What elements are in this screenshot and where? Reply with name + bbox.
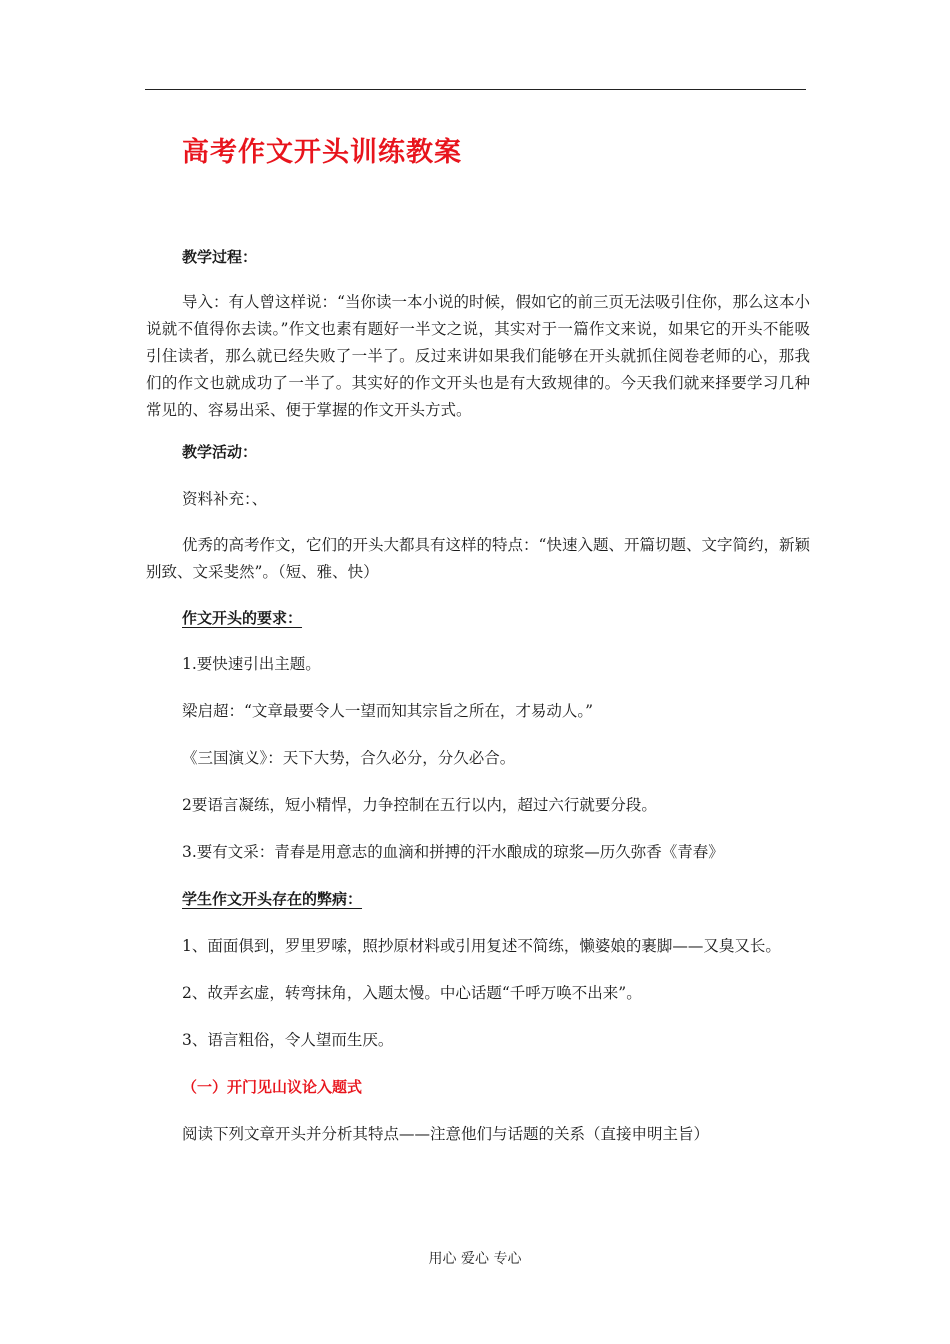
intro-paragraph-text: 导入：有人曾这样说：“当你读一本小说的时候，假如它的前三页无法吸引住你，那么这本小说就不值得你去读。”作文也素有题好一半文之说，其实对于一篇作文来说，如果它的开头不能吸引住读者，那么就已经失败了一半了。反过来讲如果我们能够在开头就抓住阅卷老师的心，那我们的作文也就成功了一半了。其实好的作文开头也是有大致规律的。今天我们就来择要学习几种常见的、容易出采、便于掌握的作文开头方式。 [146, 293, 810, 419]
page-footer: 用心 爱心 专心 [428, 1251, 522, 1267]
document-title: 高考作文开头训练教案 [182, 137, 462, 168]
requirement-item: 1.要快速引出主题。 [182, 655, 321, 673]
requirement-item: 《三国演义》：天下大势，合久必分，分久必合。 [182, 749, 516, 767]
section-heading-process: 教学过程： [182, 248, 258, 266]
problem-item: 1、面面俱到，罗里罗嗦，照抄原材料或引用复述不简练，懒婆娘的裹脚——又臭又长。 [182, 937, 781, 955]
features-paragraph [146, 532, 810, 586]
method-instruction: 阅读下列文章开头并分析其特点——注意他们与话题的关系（直接申明主旨） [182, 1125, 710, 1143]
features-paragraph-text: 优秀的高考作文，它们的开头大都具有这样的特点：“快速入题、开篇切题、文字简约，新颖别致、文采斐然”。（短、雅、快） [146, 536, 810, 581]
problem-item: 2、故弄玄虚，转弯抹角，入题太慢。中心话题“千呼万唤不出来”。 [182, 984, 642, 1002]
section-heading-activity: 教学活动： [182, 443, 258, 461]
problems-heading: 学生作文开头存在的弊病： [182, 890, 363, 908]
intro-paragraph [146, 289, 810, 424]
requirements-heading: 作文开头的要求： [182, 609, 303, 627]
requirement-item: 梁启超：“文章最要令人一望而知其宗旨之所在，才易动人。” [182, 702, 594, 720]
problem-item: 3、语言粗俗，令人望而生厌。 [182, 1031, 394, 1049]
method-heading: （一）开门见山议论入题式 [182, 1078, 363, 1096]
header-rule [145, 89, 806, 90]
requirement-item: 2要语言凝练，短小精悍，力争控制在五行以内，超过六行就要分段。 [182, 796, 657, 814]
supplement-line: 资料补充：、 [182, 490, 268, 508]
requirement-item: 3.要有文采：青春是用意志的血滴和拼搏的汗水酿成的琼浆—历久弥香《青春》 [182, 843, 724, 861]
